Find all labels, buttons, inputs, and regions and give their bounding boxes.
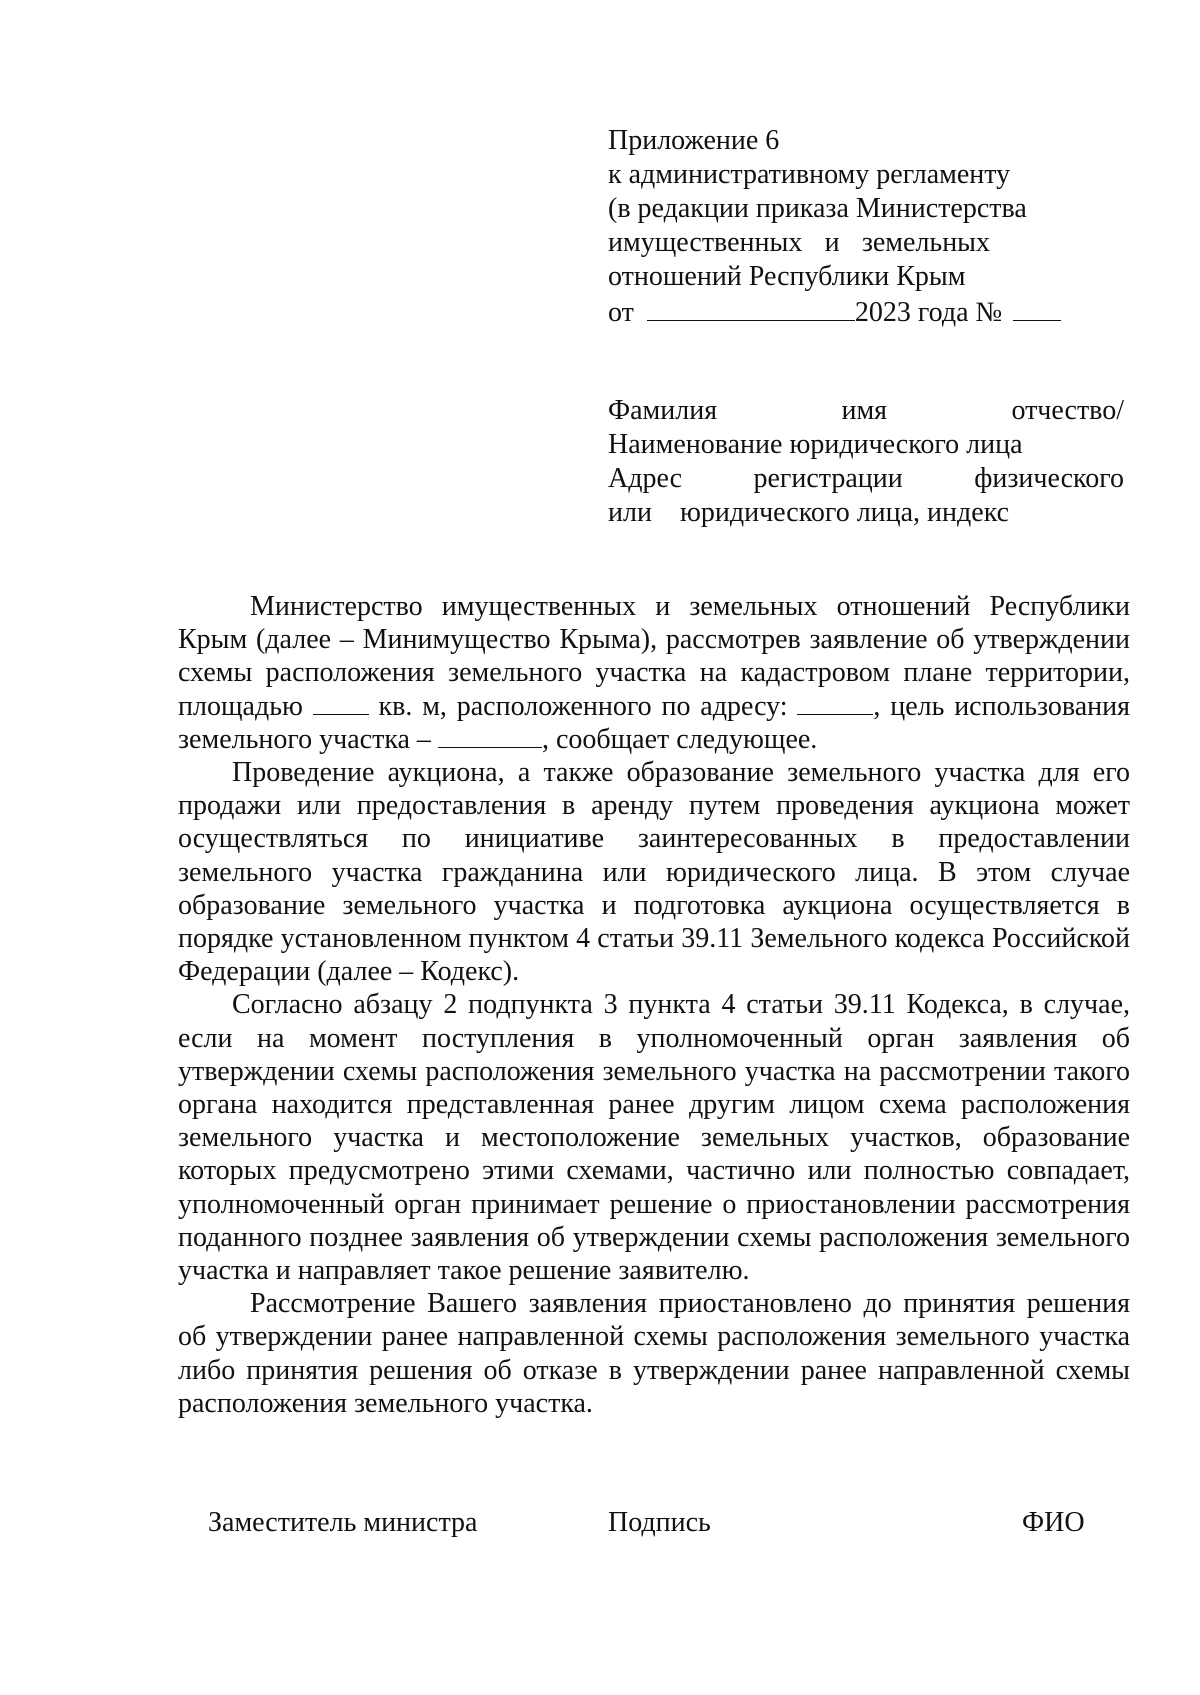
signature-placeholder: Подпись: [608, 1507, 711, 1538]
appendix-edition: (в редакции приказа Министерства: [608, 193, 1027, 224]
signature-row: [0, 1505, 1200, 1545]
recipient-address-line-2: или юридического лица, индекс: [608, 497, 1010, 528]
appendix-header: [608, 124, 1078, 330]
paragraph-1: Министерство имущественных и земельных отношений Республики Крым (далее – Минимущество Крыма), рассмотрев заявление об утверждении схемы расположения земельного участка на кадастровом плане территории, площадью кв. м, расположенного по адресу: , цель использования земельного участка – , сообщает следующее.: [178, 591, 1130, 755]
signatory-position: Заместитель министра: [208, 1507, 478, 1538]
recipient-address-line: Адрес регистрации физического: [608, 463, 1124, 494]
purpose-blank: [438, 723, 542, 748]
paragraph-2: Проведение аукциона, а также образование земельного участка для его продажи или предоставления в аренду путем проведения аукциона может осуществляться по инициативе заинтересованных в предоставлении земельного участка гражданина или юридического лица. В этом случае образование земельного участка и подготовка аукциона осуществляется в порядке установленном пунктом 4 статьи 39.11 Земельного кодекса Российской Федерации (далее – Кодекс).: [178, 757, 1130, 988]
appendix-republic: отношений Республики Крым: [608, 261, 966, 292]
letter-body: [178, 590, 1130, 1420]
appendix-reference: к административному регламенту: [608, 159, 1011, 190]
address-blank: [797, 690, 873, 715]
recipient-org-line: Наименование юридического лица: [608, 429, 1023, 460]
recipient-block: [608, 394, 1128, 530]
appendix-date-line: от 2023 года №: [608, 294, 1078, 330]
date-blank: [647, 294, 855, 321]
recipient-name-line: Фамилия имя отчество/: [608, 395, 1124, 426]
paragraph-4: Рассмотрение Вашего заявления приостановлено до принятия решения об утверждении ранее направленной схемы расположения земельного участка либо принятия решения об отказе в утверждении ранее направленной схемы расположения земельного участка.: [178, 1288, 1130, 1419]
signatory-name: ФИО: [1022, 1507, 1085, 1538]
area-blank: [313, 690, 369, 715]
number-blank: [1013, 294, 1061, 321]
paragraph-3: Согласно абзацу 2 подпункта 3 пункта 4 статьи 39.11 Кодекса, в случае, если на момент поступления в уполномоченный орган заявления об утверждении схемы расположения земельного участка на рассмотрении такого органа находится представленная ранее другим лицом схема расположения земельного участка и местоположение земельных участков, образование которых предусмотрено этими схемами, частично или полностью совпадает, уполномоченный орган принимает решение о приостановлении рассмотрения поданного позднее заявления об утверждении схемы расположения земельного участка и направляет такое решение заявителю.: [178, 989, 1130, 1287]
appendix-ministry-line: имущественных и земельных: [608, 227, 990, 258]
appendix-title: Приложение 6: [608, 125, 780, 156]
